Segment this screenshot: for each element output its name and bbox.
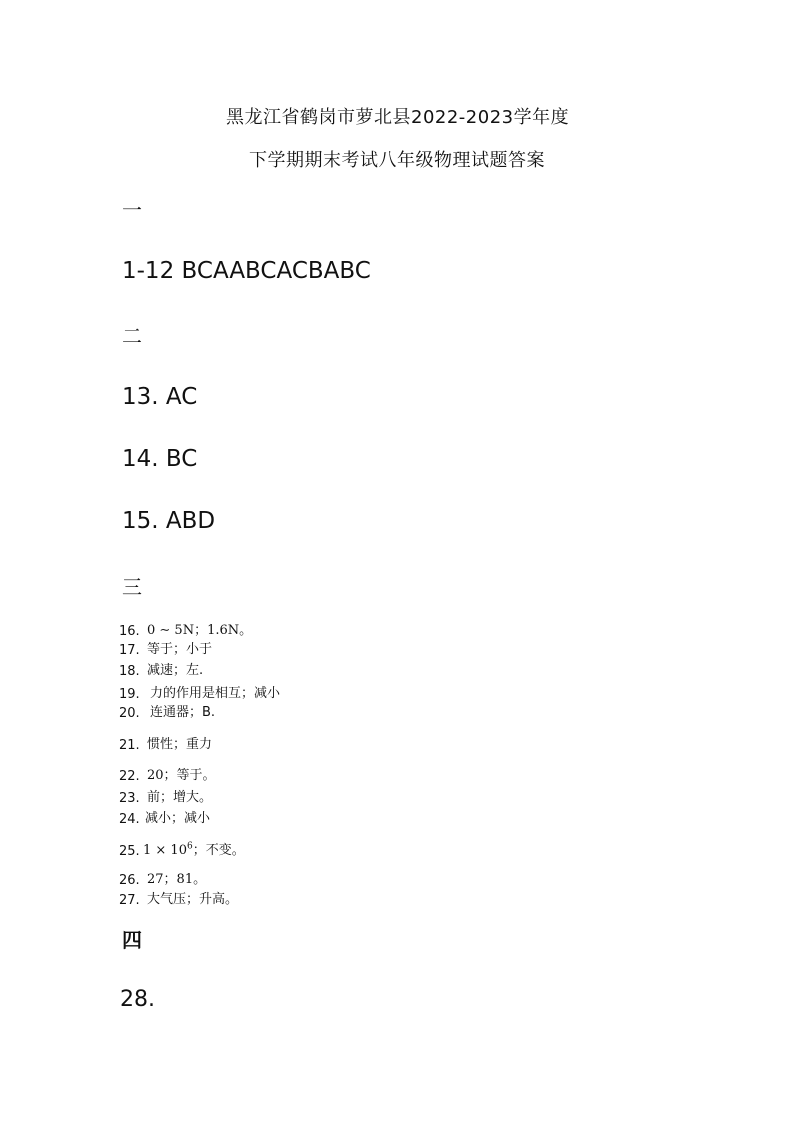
question-number: 26.	[119, 873, 140, 888]
question-number: 19.	[119, 687, 140, 702]
question-number: 23.	[119, 791, 140, 806]
part1-answers: 1-12 BCAABCACBABC	[122, 258, 371, 284]
section-heading-two: 二	[122, 324, 142, 348]
answer-14: 14. BC	[122, 446, 198, 472]
answer-text: 连通器；B.	[150, 705, 216, 720]
answer-text: 20；等于。	[147, 768, 216, 783]
answer-text: 减小；减小	[145, 811, 211, 826]
answer-text: $1 \times 10^6$；不变。	[143, 841, 245, 858]
answer-text: 27；81。	[147, 872, 207, 887]
question-28: 28.	[120, 987, 155, 1012]
question-number: 24.	[119, 812, 140, 827]
section-heading-three: 三	[122, 575, 142, 599]
document-title-line1: 黑龙江省鹤岗市萝北县2022-2023学年度	[226, 107, 570, 128]
question-number: 18.	[119, 664, 140, 679]
question-number: 20.	[119, 706, 140, 721]
section-heading-one: 一	[122, 198, 142, 222]
answer-text: 力的作用是相互；减小	[150, 686, 281, 701]
answer-text: 减速；左.	[147, 663, 204, 678]
answer-text: 0 ∼ 5N；1.6N。	[147, 623, 253, 638]
answer-text: 大气压；升高。	[147, 892, 239, 907]
document-title-line2: 下学期期末考试八年级物理试题答案	[249, 150, 545, 171]
question-number: 21.	[119, 738, 140, 753]
answer-text: 等于；小于	[147, 642, 213, 657]
question-number: 17.	[119, 643, 140, 658]
section-heading-four: 四	[122, 928, 142, 952]
answer-text: 前；增大。	[147, 790, 213, 805]
answer-13: 13. AC	[122, 384, 198, 410]
question-number: 16.	[119, 624, 140, 639]
question-number: 27.	[119, 893, 140, 908]
answer-text: 惯性；重力	[147, 737, 213, 752]
question-number: 22.	[119, 769, 140, 784]
question-number: 25.	[119, 844, 140, 859]
answer-15: 15. ABD	[122, 508, 216, 534]
